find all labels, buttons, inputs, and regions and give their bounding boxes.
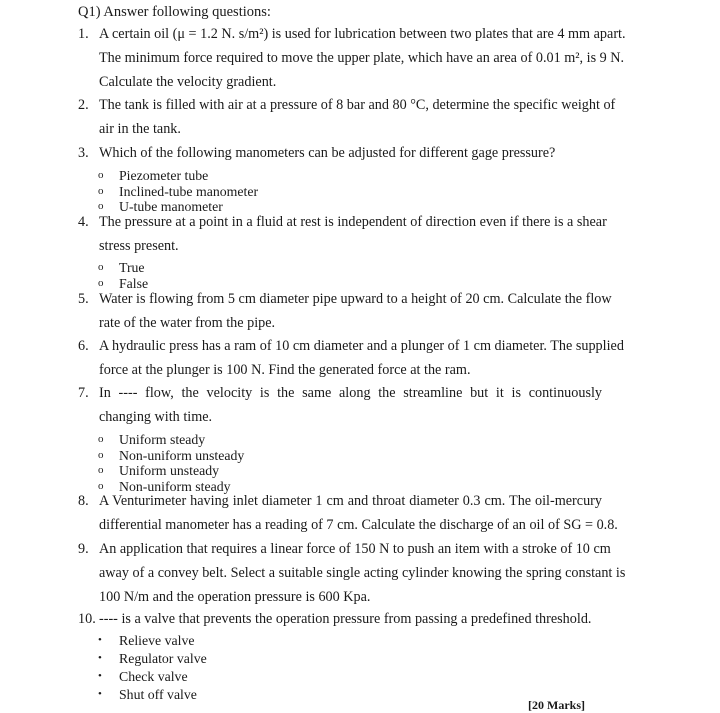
question-text-line: The pressure at a point in a fluid at rest is independent of direction even if there is a shear: [99, 214, 607, 230]
option-text: Inclined-tube manometer: [119, 183, 259, 199]
question-text-line: changing with time.: [99, 409, 213, 425]
question-text-line: In ---- flow, the velocity is the same along the streamline but it is continuously: [99, 385, 602, 401]
question-text-line: stress present.: [99, 238, 179, 254]
filled-bullet-icon: •: [98, 688, 102, 700]
option-text: Piezometer tube: [119, 168, 209, 183]
filled-bullet-icon: •: [98, 652, 102, 664]
question-text-line: away of a convey belt. Select a suitable single acting cylinder knowing the spring constant is: [99, 565, 626, 581]
question-text-line: Water is flowing from 5 cm diameter pipe upward to a height of 20 cm. Calculate the flow: [99, 291, 612, 307]
option-text: Non-uniform unsteady: [119, 447, 245, 463]
question-text-line: Calculate the velocity gradient.: [99, 74, 277, 90]
question-number: 9.: [78, 541, 89, 557]
hollow-bullet-icon: o: [98, 464, 104, 476]
question-text-line: The tank is filled with air at a pressure of 8 bar and 80 °C, determine the specific weight of: [99, 97, 616, 113]
hollow-bullet-icon: o: [98, 200, 104, 212]
question-number: 8.: [78, 493, 89, 509]
option-text: Non-uniform steady: [119, 478, 231, 494]
question-text-line: rate of the water from the pipe.: [99, 315, 276, 331]
question-number: 7.: [78, 385, 89, 401]
option-text: Check valve: [119, 669, 188, 684]
option-text: Relieve valve: [119, 633, 195, 648]
question-text-line: A Venturimeter having inlet diameter 1 cm and throat diameter 0.3 cm. The oil-mercury: [99, 493, 602, 509]
question-text-line: A certain oil (μ = 1.2 N. s/m²) is used for lubrication between two plates that are 4 mm apart.: [99, 26, 626, 42]
hollow-bullet-icon: o: [98, 433, 104, 445]
question-text-line: The minimum force required to move the upper plate, which have an area of 0.01 m², is 9 N.: [99, 50, 625, 66]
hollow-bullet-icon: o: [98, 184, 104, 197]
hollow-bullet-icon: o: [98, 169, 104, 181]
filled-bullet-icon: •: [98, 670, 102, 682]
option-text: Shut off valve: [119, 687, 197, 702]
hollow-bullet-icon: o: [98, 261, 104, 273]
option-text: Regulator valve: [119, 651, 207, 666]
question-text-line: differential manometer has a reading of 7 cm. Calculate the discharge of an oil of SG = 0.8.: [99, 517, 618, 533]
question-text-line: An application that requires a linear force of 150 N to push an item with a stroke of 10 cm: [99, 541, 611, 557]
question-text-line: ---- is a valve that prevents the operation pressure from passing a predefined threshold.: [99, 611, 592, 627]
marks-label: [20 Marks]: [528, 698, 585, 712]
question-number: 4.: [78, 214, 89, 230]
question-number: 3.: [78, 145, 89, 161]
hollow-bullet-icon: o: [98, 276, 104, 289]
question-number: 10.: [78, 611, 96, 627]
question-text-line: 100 N/m and the operation pressure is 600 Kpa.: [99, 589, 371, 605]
question-number: 5.: [78, 291, 89, 307]
question-number: 1.: [78, 26, 89, 42]
option-text: False: [119, 275, 149, 291]
hollow-bullet-icon: o: [98, 448, 104, 461]
option-text: Uniform unsteady: [119, 463, 220, 478]
question-text-line: force at the plunger is 100 N. Find the generated force at the ram.: [99, 362, 471, 378]
question-number: 2.: [78, 97, 89, 113]
question-text-line: Which of the following manometers can be adjusted for different gage pressure?: [99, 145, 556, 161]
option-text: True: [119, 260, 145, 275]
question-text-line: air in the tank.: [99, 121, 181, 137]
question-number: 6.: [78, 338, 89, 354]
option-text: Uniform steady: [119, 432, 206, 447]
hollow-bullet-icon: o: [98, 479, 104, 492]
filled-bullet-icon: •: [98, 634, 102, 646]
question-text-line: A hydraulic press has a ram of 10 cm diameter and a plunger of 1 cm diameter. The supplied: [99, 338, 624, 354]
option-text: U-tube manometer: [119, 199, 223, 214]
section-heading: Q1) Answer following questions:: [78, 4, 271, 20]
